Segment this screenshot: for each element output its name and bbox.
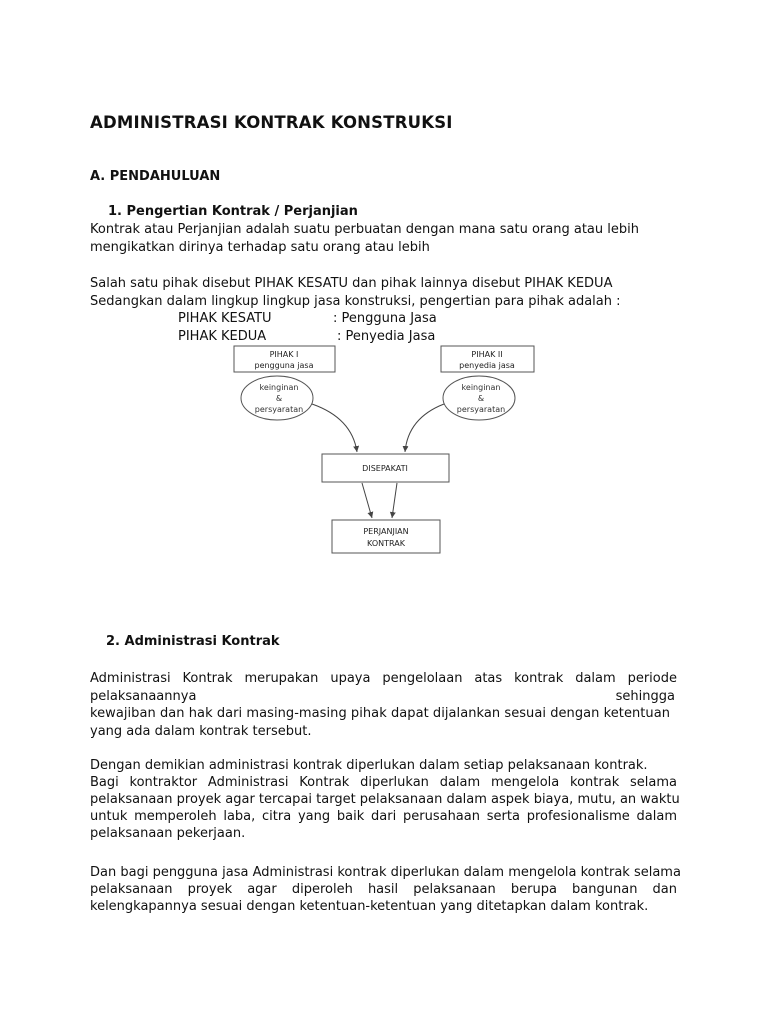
party-value-kesatu: : Pengguna Jasa: [333, 311, 437, 326]
paragraph-line: [90, 688, 675, 705]
paragraph-line: mengikatkan dirinya terhadap satu orang atau lebih: [90, 240, 430, 255]
paragraph-line: Kontrak atau Perjanjian adalah suatu perbuatan dengan mana satu orang atau lebih: [90, 222, 639, 237]
ellipse-left-line2: &: [275, 394, 283, 403]
paragraph-line: kewajiban dan hak dari masing-masing pihak dapat dijalankan sesuai dengan ketentuan: [90, 706, 671, 721]
arrow-to-perjanjian-left: [362, 483, 372, 518]
paragraph-line: Salah satu pihak disebut PIHAK KESATU dan pihak lainnya disebut PIHAK KEDUA: [90, 276, 613, 291]
paragraph-line: yang ada dalam kontrak tersebut.: [90, 724, 312, 739]
document-title: ADMINISTRASI KONTRAK KONSTRUKSI: [90, 113, 453, 132]
pihak-ii-label: PIHAK II: [471, 350, 503, 359]
ellipse-right-line1: keinginan: [461, 383, 501, 392]
arrow-left-to-disepakati: [312, 404, 357, 452]
paragraph-body: [90, 864, 681, 915]
paragraph-line: untuk memperoleh laba, citra yang baik dari perusahaan serta profesionalisme dalam: [90, 809, 677, 824]
pihak-i-sublabel: pengguna jasa: [254, 361, 314, 370]
party-label-kedua: PIHAK KEDUA: [178, 329, 267, 344]
paragraph-line: pelaksanaan pekerjaan.: [90, 826, 246, 841]
ellipse-right-line3: persyaratan: [456, 405, 506, 414]
paragraph-line: Dengan demikian administrasi kontrak diperlukan dalam setiap pelaksanaan kontrak.: [90, 758, 648, 773]
subheading-administrasi-kontrak: 2. Administrasi Kontrak: [106, 634, 280, 649]
paragraph-line: pelaksanaan proyek agar tercapai target pelaksanaan dalam aspek biaya, mutu, an waktu: [90, 792, 680, 807]
ellipse-right-line2: &: [477, 394, 485, 403]
word: sehingga: [615, 689, 675, 704]
perjanjian-kontrak-box: [332, 520, 440, 553]
word: merupakan: [244, 671, 319, 686]
party-value-kedua: : Penyedia Jasa: [337, 329, 436, 344]
arrow-right-to-disepakati: [405, 404, 444, 452]
disepakati-label: DISEPAKATI: [362, 464, 408, 473]
word: dalam: [575, 671, 616, 686]
word: pengelolaan: [382, 671, 463, 686]
paragraph-line: Sedangkan dalam lingkup lingkup jasa konstruksi, pengertian para pihak adalah :: [90, 294, 621, 309]
word: atas: [474, 671, 503, 686]
paragraph-line: Dan bagi pengguna jasa Administrasi kontrak diperlukan dalam mengelola kontrak selama: [90, 865, 681, 880]
word: Kontrak: [182, 671, 233, 686]
kontrak-label: KONTRAK: [367, 539, 405, 548]
arrow-to-perjanjian-right: [392, 483, 397, 518]
word: periode: [627, 671, 677, 686]
party-label-kesatu: PIHAK KESATU: [178, 311, 272, 326]
ellipse-left-line3: persyaratan: [254, 405, 304, 414]
pihak-i-label: PIHAK I: [269, 350, 299, 359]
perjanjian-label: PERJANJIAN: [363, 527, 409, 536]
word: Administrasi: [90, 671, 171, 686]
paragraph-line: Bagi kontraktor Administrasi Kontrak diperlukan dalam mengelola kontrak selama: [90, 775, 677, 790]
word: kontrak: [514, 671, 564, 686]
paragraph-line: kelengkapannya sesuai dengan ketentuan-ketentuan yang ditetapkan dalam kontrak.: [90, 899, 649, 914]
section-heading-pendahuluan: A. PENDAHULUAN: [90, 169, 221, 184]
paragraph-line: pelaksanaan proyek agar diperoleh hasil pelaksanaan berupa bangunan dan: [90, 882, 677, 897]
ellipse-left-line1: keinginan: [259, 383, 299, 392]
word: pelaksanaannya: [90, 689, 197, 704]
subheading-pengertian-kontrak: 1. Pengertian Kontrak / Perjanjian: [108, 204, 358, 219]
paragraph-body: [90, 757, 680, 842]
word: upaya: [330, 671, 371, 686]
pihak-ii-sublabel: penyedia jasa: [459, 361, 515, 370]
paragraph-line: [90, 670, 677, 687]
